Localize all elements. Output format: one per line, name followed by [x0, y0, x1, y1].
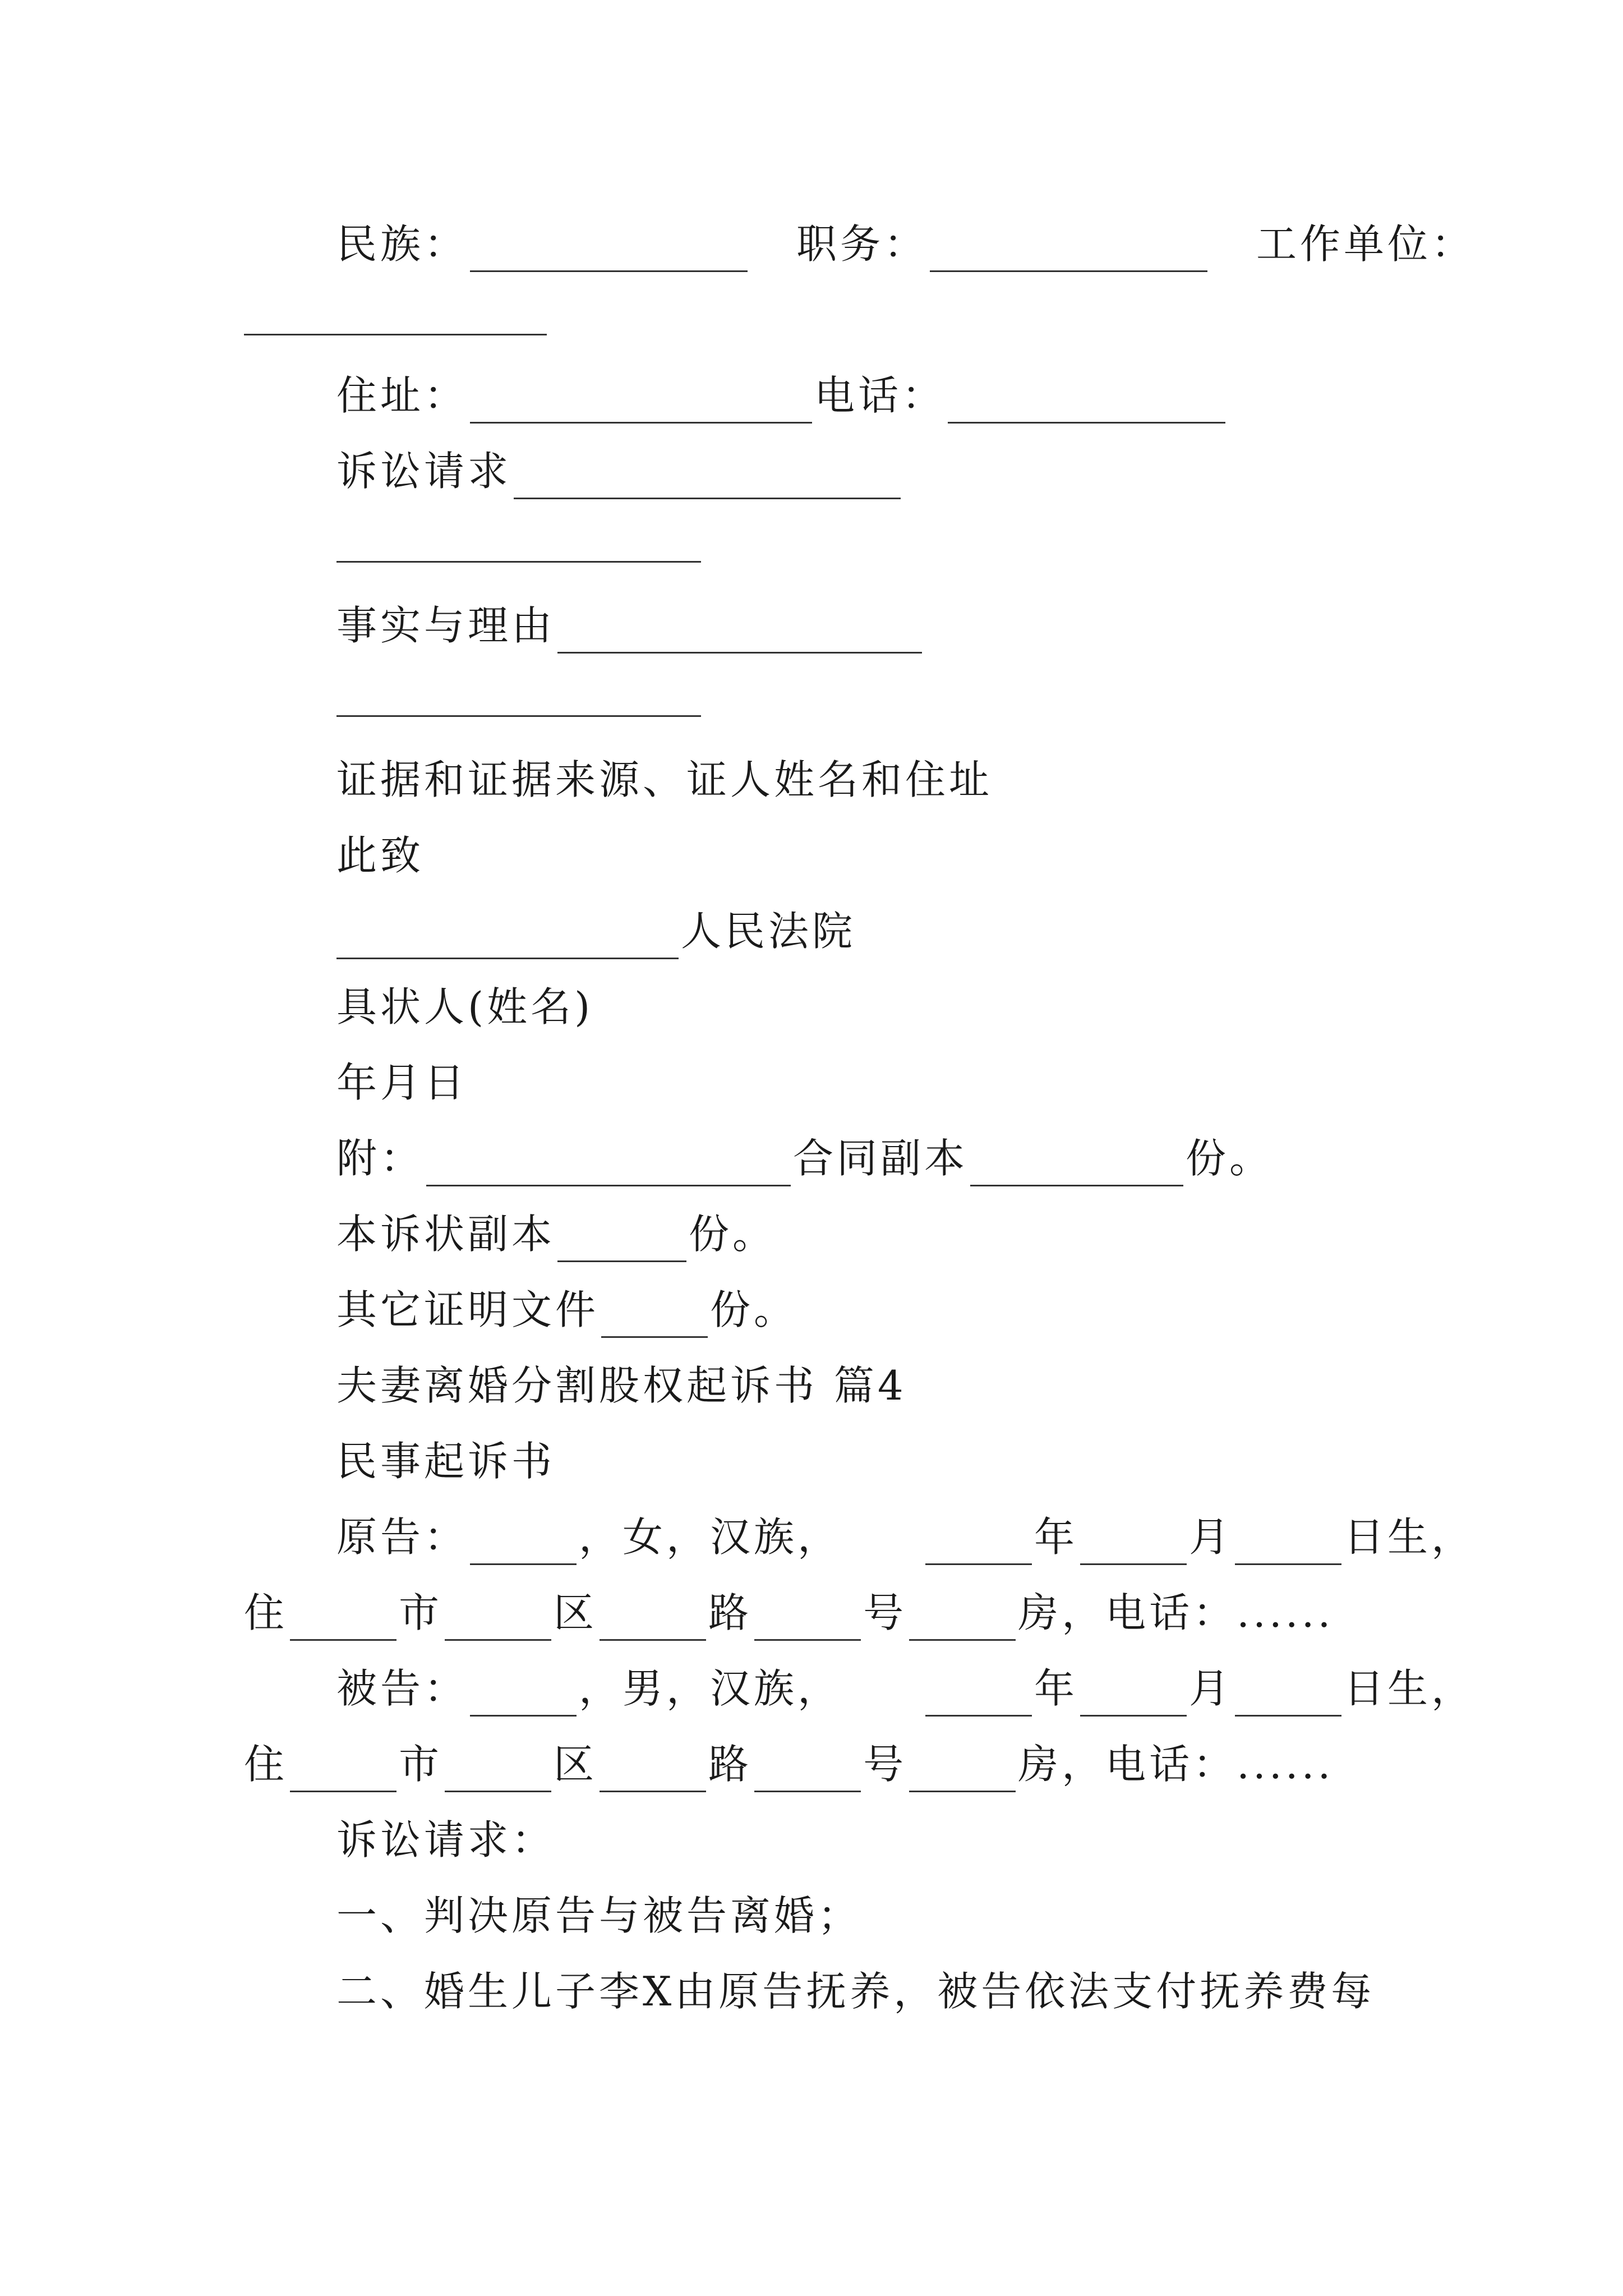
- claim-item-1: 一、判决原告与被告离婚；: [336, 1892, 862, 1939]
- defendant-month: 月: [1188, 1665, 1233, 1712]
- address-blank: [470, 379, 812, 424]
- claims-extra-blank: [336, 561, 701, 563]
- plaintiff-room-phone: 房，电话：......: [1018, 1589, 1334, 1636]
- other-docs-label: 其它证明文件: [336, 1286, 600, 1333]
- defendant-gender: ，男，汉族，: [579, 1665, 842, 1712]
- defendant-year-blank: [925, 1672, 1032, 1717]
- plaintiff-line-1: [336, 1509, 1475, 1565]
- plaintiff-year: 年: [1034, 1513, 1078, 1561]
- attachment-blank: [426, 1142, 791, 1186]
- address-phone-line: [336, 367, 1228, 424]
- defendant-day: 日生，: [1343, 1665, 1475, 1712]
- ethnicity-label: 民族：: [336, 220, 468, 268]
- signer-line: 具状人(姓名): [336, 983, 594, 1030]
- plaintiff-year-blank: [925, 1521, 1032, 1565]
- plaintiff-day: 日生，: [1343, 1513, 1475, 1561]
- plaintiff-district: 区: [554, 1589, 598, 1636]
- plaintiff-line-2: [244, 1585, 1334, 1641]
- phone-blank: [948, 379, 1225, 424]
- defendant-day-blank: [1235, 1672, 1341, 1717]
- plaintiff-gender: ，女，汉族，: [579, 1513, 842, 1561]
- plaintiff-city-blank: [290, 1596, 396, 1641]
- plaintiff-city: 市: [399, 1589, 443, 1636]
- ethnicity-position-line: [336, 216, 1475, 272]
- defendant-year: 年: [1034, 1665, 1078, 1712]
- doc-title: 民事起诉书: [336, 1438, 556, 1485]
- contract-copy-blank: [970, 1142, 1183, 1186]
- claims-label: 诉讼请求: [336, 448, 512, 495]
- facts-line: [336, 597, 924, 654]
- defendant-number: 号: [863, 1741, 907, 1788]
- ethnicity-blank: [470, 228, 748, 272]
- claims-line: [336, 443, 903, 499]
- other-docs-line: [336, 1282, 797, 1338]
- workplace-label: 工作单位：: [1256, 220, 1475, 268]
- phone-label: 电话：: [814, 372, 946, 419]
- defendant-name-blank: [470, 1672, 577, 1717]
- evidence-line: 证据和证据来源、证人姓名和住址: [336, 756, 993, 803]
- defendant-line-2: [244, 1736, 1334, 1792]
- defendant-road-blank: [600, 1748, 706, 1792]
- complaint-copy-line: [336, 1206, 776, 1262]
- position-blank: [930, 228, 1207, 272]
- plaintiff-label: 原告：: [336, 1513, 468, 1561]
- claim-item-2: 二、婚生儿子李X由原告抚养，被告依法支付抚养费每: [336, 1968, 1375, 2015]
- facts-label: 事实与理由: [336, 602, 556, 649]
- plaintiff-number-blank: [754, 1596, 861, 1641]
- defendant-line-1: [336, 1660, 1475, 1717]
- defendant-district-blank: [445, 1748, 551, 1792]
- address-label: 住址：: [336, 372, 468, 419]
- attachment-line: [336, 1130, 1273, 1186]
- plaintiff-name-blank: [470, 1521, 577, 1565]
- court-blank: [336, 915, 679, 959]
- plaintiff-address-label: 住: [244, 1589, 288, 1636]
- complaint-copy-blank: [557, 1218, 686, 1262]
- complaint-copy-label: 本诉状副本: [336, 1211, 556, 1258]
- section-title: 夫妻离婚分割股权起诉书 篇4: [336, 1362, 907, 1409]
- plaintiff-number: 号: [863, 1589, 907, 1636]
- plaintiff-month: 月: [1188, 1513, 1233, 1561]
- plaintiff-room-blank: [909, 1596, 1016, 1641]
- position-label: 职务：: [796, 220, 928, 268]
- claims-heading: 诉讼请求：: [336, 1816, 556, 1864]
- defendant-month-blank: [1080, 1672, 1187, 1717]
- claims-blank: [514, 455, 901, 499]
- defendant-city-blank: [290, 1748, 396, 1792]
- defendant-city: 市: [399, 1741, 443, 1788]
- contract-copy-label: 合同副本: [793, 1135, 969, 1182]
- facts-extra-blank: [336, 715, 701, 717]
- defendant-district: 区: [554, 1741, 598, 1788]
- copies-unit-1: 份。: [1186, 1135, 1274, 1182]
- other-docs-blank: [601, 1294, 708, 1338]
- defendant-road: 路: [708, 1741, 753, 1788]
- salutation-line: 此致: [336, 832, 425, 879]
- copies-unit-2: 份。: [689, 1211, 777, 1258]
- plaintiff-road-blank: [600, 1596, 706, 1641]
- plaintiff-day-blank: [1235, 1521, 1341, 1565]
- defendant-label: 被告：: [336, 1665, 468, 1712]
- court-label: 人民法院: [681, 908, 856, 955]
- defendant-room-phone: 房，电话：......: [1018, 1741, 1334, 1788]
- plaintiff-road: 路: [708, 1589, 753, 1636]
- plaintiff-month-blank: [1080, 1521, 1187, 1565]
- court-line: [336, 903, 856, 959]
- attachment-label: 附：: [336, 1135, 425, 1182]
- facts-blank: [557, 609, 922, 654]
- defendant-address-label: 住: [244, 1741, 288, 1788]
- plaintiff-district-blank: [445, 1596, 551, 1641]
- defendant-number-blank: [754, 1748, 861, 1792]
- workplace-blank: [244, 334, 547, 335]
- date-line: 年月日: [336, 1059, 468, 1106]
- copies-unit-3: 份。: [710, 1286, 798, 1333]
- defendant-room-blank: [909, 1748, 1016, 1792]
